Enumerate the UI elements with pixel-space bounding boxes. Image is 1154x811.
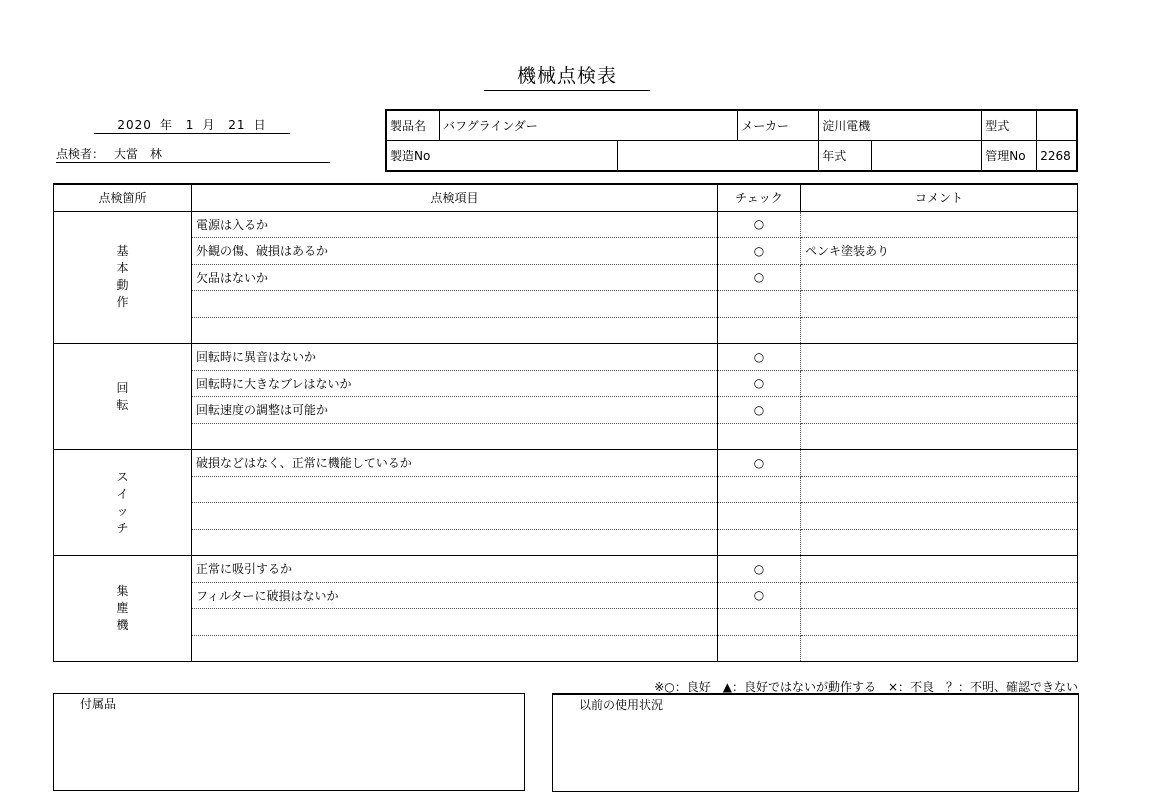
- section-area-label: 集塵機: [116, 584, 129, 632]
- section-area-label: 回転: [116, 380, 129, 412]
- check-mark[interactable]: ○: [718, 344, 801, 371]
- page-title: 機械点検表: [484, 64, 650, 91]
- table-row: [54, 582, 1078, 609]
- header-item: 点検項目: [192, 184, 718, 211]
- table-row: [54, 344, 1078, 371]
- header-comment: コメント: [801, 184, 1078, 211]
- section-area: [54, 450, 192, 556]
- table-row: [54, 291, 1078, 318]
- check-item[interactable]: [192, 291, 718, 318]
- check-mark[interactable]: ○: [718, 264, 801, 291]
- machine-info-table: [385, 109, 1078, 172]
- check-item[interactable]: 電源は入るか: [192, 211, 718, 238]
- table-row: [54, 264, 1078, 291]
- check-item[interactable]: 正常に吸引するか: [192, 556, 718, 583]
- check-comment[interactable]: [801, 291, 1078, 318]
- check-mark[interactable]: [718, 609, 801, 636]
- table-row: [54, 450, 1078, 477]
- table-row: [54, 397, 1078, 424]
- check-mark[interactable]: [718, 291, 801, 318]
- date-day-unit: 日: [253, 118, 267, 132]
- maker-label: メーカー: [738, 110, 819, 141]
- check-mark[interactable]: ○: [718, 211, 801, 238]
- serial-label: 製造No: [386, 141, 617, 172]
- check-comment[interactable]: [801, 529, 1078, 556]
- section-area-label: スイッチ: [116, 469, 129, 535]
- check-comment[interactable]: [801, 211, 1078, 238]
- check-item[interactable]: [192, 635, 718, 662]
- check-mark[interactable]: ○: [718, 582, 801, 609]
- table-row: [54, 211, 1078, 238]
- header-check: チェック: [718, 184, 801, 211]
- check-comment[interactable]: [801, 609, 1078, 636]
- check-mark[interactable]: [718, 635, 801, 662]
- check-mark[interactable]: [718, 476, 801, 503]
- table-row: [54, 317, 1078, 344]
- inspector-name: 大當 林: [114, 147, 163, 161]
- table-row: [54, 556, 1078, 583]
- date-year-unit: 年: [159, 118, 173, 132]
- check-comment[interactable]: [801, 503, 1078, 530]
- check-item[interactable]: [192, 423, 718, 450]
- check-mark[interactable]: ○: [718, 238, 801, 265]
- check-item[interactable]: 外観の傷、破損はあるか: [192, 238, 718, 265]
- check-comment[interactable]: ペンキ塗装あり: [801, 238, 1078, 265]
- table-row: [54, 609, 1078, 636]
- check-comment[interactable]: [801, 370, 1078, 397]
- check-comment[interactable]: [801, 450, 1078, 477]
- inspector-line: [56, 146, 330, 163]
- check-item[interactable]: フィルターに破損はないか: [192, 582, 718, 609]
- model-value: [1037, 110, 1077, 141]
- date-month-unit: 月: [202, 118, 216, 132]
- table-row: [54, 635, 1078, 662]
- date-year: 2020: [117, 118, 152, 132]
- section-area: [54, 556, 192, 662]
- section-area: [54, 211, 192, 344]
- check-item[interactable]: [192, 529, 718, 556]
- year-label: 年式: [819, 141, 872, 172]
- check-mark[interactable]: [718, 423, 801, 450]
- check-comment[interactable]: [801, 423, 1078, 450]
- maker-value: 淀川電機: [819, 110, 982, 141]
- date-month: 1: [185, 118, 195, 132]
- table-row: [54, 476, 1078, 503]
- check-comment[interactable]: [801, 556, 1078, 583]
- check-comment[interactable]: [801, 397, 1078, 424]
- header-area: 点検箇所: [54, 184, 192, 211]
- table-row: [54, 529, 1078, 556]
- check-comment[interactable]: [801, 344, 1078, 371]
- product-name-label: 製品名: [386, 110, 440, 141]
- table-row: [54, 503, 1078, 530]
- check-item[interactable]: [192, 609, 718, 636]
- inspector-label: 点検者：: [56, 147, 105, 161]
- mgmt-value: 2268: [1037, 141, 1077, 172]
- check-mark[interactable]: ○: [718, 450, 801, 477]
- usage-history-label: 以前の使用状況: [579, 698, 664, 712]
- check-item[interactable]: 回転時に大きなブレはないか: [192, 370, 718, 397]
- inspection-table: [53, 183, 1078, 662]
- section-area-label: 基本動作: [116, 244, 129, 310]
- table-row: [54, 238, 1078, 265]
- year-value: [872, 141, 982, 172]
- legend-note: ※○：良好 ▲：良好ではないが動作する ×：不良 ？：不明、確認できない: [654, 680, 1078, 694]
- check-comment[interactable]: [801, 582, 1078, 609]
- product-name-value: バフグラインダー: [440, 110, 738, 141]
- check-mark[interactable]: [718, 317, 801, 344]
- check-mark[interactable]: [718, 503, 801, 530]
- check-item[interactable]: [192, 476, 718, 503]
- date-day: 21: [228, 118, 246, 132]
- check-item[interactable]: 回転時に異音はないか: [192, 344, 718, 371]
- check-item[interactable]: [192, 503, 718, 530]
- section-area: [54, 344, 192, 450]
- check-item[interactable]: 回転速度の調整は可能か: [192, 397, 718, 424]
- accessories-label: 付属品: [80, 697, 117, 711]
- table-row: [54, 370, 1078, 397]
- model-label: 型式: [982, 110, 1037, 141]
- check-item[interactable]: 欠品はないか: [192, 264, 718, 291]
- mgmt-label: 管理No: [982, 141, 1037, 172]
- check-mark[interactable]: [718, 529, 801, 556]
- check-item[interactable]: [192, 317, 718, 344]
- check-mark[interactable]: ○: [718, 397, 801, 424]
- check-comment[interactable]: [801, 317, 1078, 344]
- check-comment[interactable]: [801, 264, 1078, 291]
- accessories-box[interactable]: [53, 693, 525, 791]
- usage-history-box[interactable]: [552, 693, 1079, 792]
- table-row: [54, 423, 1078, 450]
- check-mark[interactable]: ○: [718, 556, 801, 583]
- check-mark[interactable]: ○: [718, 370, 801, 397]
- check-comment[interactable]: [801, 635, 1078, 662]
- check-comment[interactable]: [801, 476, 1078, 503]
- inspection-date: [94, 117, 290, 134]
- serial-value: [617, 141, 819, 172]
- check-item[interactable]: 破損などはなく、正常に機能しているか: [192, 450, 718, 477]
